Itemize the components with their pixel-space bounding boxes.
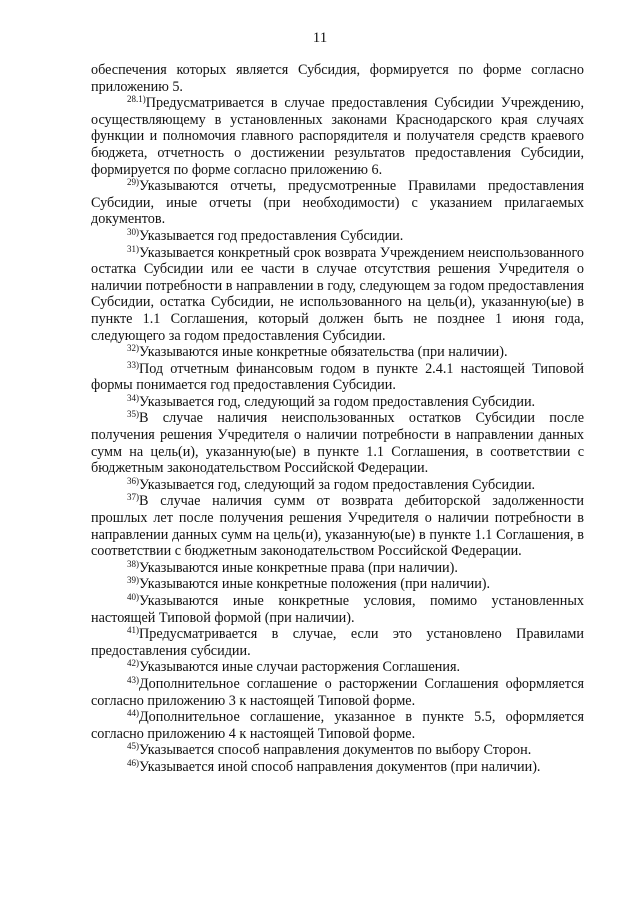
footnote-text: Указывается год, следующий за годом предоставления Субсидии.: [139, 476, 536, 493]
footnote-mark: 43): [127, 674, 139, 685]
footnote-text: Дополнительное соглашение о расторжении Соглашения оформляется согласно приложению 3 к настоящей Типовой форме.: [91, 675, 584, 709]
footnote-paragraph: [91, 178, 584, 228]
footnote-text: Предусматривается в случае предоставления Субсидии Учреждению, осуществляющему в установленных законами Краснодарского края случаях функции и полномочия главного распорядителя и получателя средств краевого бюджета, отчетность о достижении результатов предоставления Субсидии, формируется по форме согласно приложению 6.: [91, 95, 584, 178]
footnote-mark: 38): [127, 558, 139, 569]
footnote-paragraph: [91, 759, 584, 776]
footnote-mark: 36): [127, 475, 139, 486]
footnote-paragraph: [91, 394, 584, 411]
footnote-paragraph: [91, 477, 584, 494]
footnote-mark: 33): [127, 359, 139, 370]
footnote-paragraph: [91, 742, 584, 759]
footnote-paragraph: [91, 410, 584, 476]
footnote-text: Указывается год предоставления Субсидии.: [139, 227, 404, 244]
footnote-mark: 46): [127, 757, 139, 768]
footnote-mark: 29): [127, 177, 139, 188]
footnotes-body: [91, 62, 584, 776]
footnote-paragraph: [91, 493, 584, 559]
footnote-text: Указываются иные конкретные права (при наличии).: [139, 559, 458, 576]
continued-paragraph: обеспечения которых является Субсидия, формируется по форме согласно приложению 5.: [91, 62, 584, 95]
footnote-mark: 37): [127, 492, 139, 503]
footnote-text: Указываются иные случаи расторжения Соглашения.: [139, 659, 461, 676]
footnote-mark: 31): [127, 243, 139, 254]
footnote-mark: 41): [127, 625, 139, 636]
footnote-mark: 35): [127, 409, 139, 420]
footnote-list: [91, 95, 584, 775]
footnote-mark: 40): [127, 592, 139, 602]
footnote-paragraph: [91, 626, 584, 659]
footnote-text: Указываются иные конкретные условия, помимо установленных настоящей Типовой формой (при наличии).: [91, 593, 584, 626]
footnote-text: В случае наличия сумм от возврата дебиторской задолженности прошлых лет после получения решения Учредителя о наличии потребности в направлении данных сумм на цель(и), указанную(ые) в пункте 1.1 Соглашения, в соответствии с бюджетным законодательством Российской Федерации.: [91, 493, 584, 560]
footnote-text: Указывается иной способ направления документов (при наличии).: [139, 758, 541, 775]
footnote-mark: 44): [127, 708, 139, 719]
footnote-mark: 42): [127, 658, 139, 669]
footnote-text: Под отчетным финансовым годом в пункте 2.4.1 настоящей Типовой формы понимается год предоставления Субсидии.: [91, 360, 584, 394]
footnote-paragraph: [91, 344, 584, 361]
footnote-text: Указывается конкретный срок возврата Учреждением неиспользованного остатка Субсидии или ее части в случае отсутствия решения Учредителя о наличии потребности в направлении в году, следующем за годом предоставления Субсидии, остатка Субсидии, не использованного на цель(и), указанную(ые) в пункте 1.1 Соглашения, который должен быть не позднее 1 июня года, следующего за годом предоставления Субсидии.: [91, 244, 584, 344]
footnote-text: В случае наличия неиспользованных остатков Субсидии после получения решения Учредителя о наличии потребности в направлении данных сумм на цель(и), указанную(ые) в пункте 1.1 Соглашения, в соответствии с бюджетным законодательством Российской Федерации.: [91, 410, 584, 477]
footnote-text: Указываются иные конкретные положения (при наличии).: [139, 576, 491, 593]
page-number: 11: [312, 30, 328, 46]
footnote-paragraph: [91, 361, 584, 394]
footnote-mark: 30): [127, 226, 139, 237]
footnote-text: Указывается год, следующий за годом предоставления Субсидии.: [139, 393, 536, 410]
footnote-text: Указываются отчеты, предусмотренные Правилами предоставления Субсидии, иные отчеты (при необходимости) с указанием прилагаемых документов.: [91, 178, 584, 228]
footnote-paragraph: [91, 659, 584, 676]
footnote-paragraph: [91, 676, 584, 709]
footnote-text: Указывается способ направления документов по выбору Сторон.: [139, 742, 532, 759]
footnote-paragraph: [91, 593, 584, 626]
footnote-mark: 28.1): [127, 94, 146, 105]
footnote-paragraph: [91, 709, 584, 742]
footnote-text: Указываются иные конкретные обязательства (при наличии).: [139, 344, 508, 361]
footnote-paragraph: [91, 95, 584, 178]
footnote-paragraph: [91, 560, 584, 577]
footnote-text: Дополнительное соглашение, указанное в пункте 5.5, оформляется согласно приложению 4 к настоящей Типовой форме.: [91, 709, 584, 742]
footnote-paragraph: [91, 228, 584, 245]
footnote-text: Предусматривается в случае, если это установлено Правилами предоставления субсидии.: [91, 626, 584, 659]
footnote-mark: 45): [127, 741, 139, 752]
footnote-paragraph: [91, 245, 584, 345]
footnote-paragraph: [91, 576, 584, 593]
footnote-mark: 32): [127, 343, 139, 354]
footnote-mark: 39): [127, 575, 139, 586]
footnote-mark: 34): [127, 392, 139, 403]
